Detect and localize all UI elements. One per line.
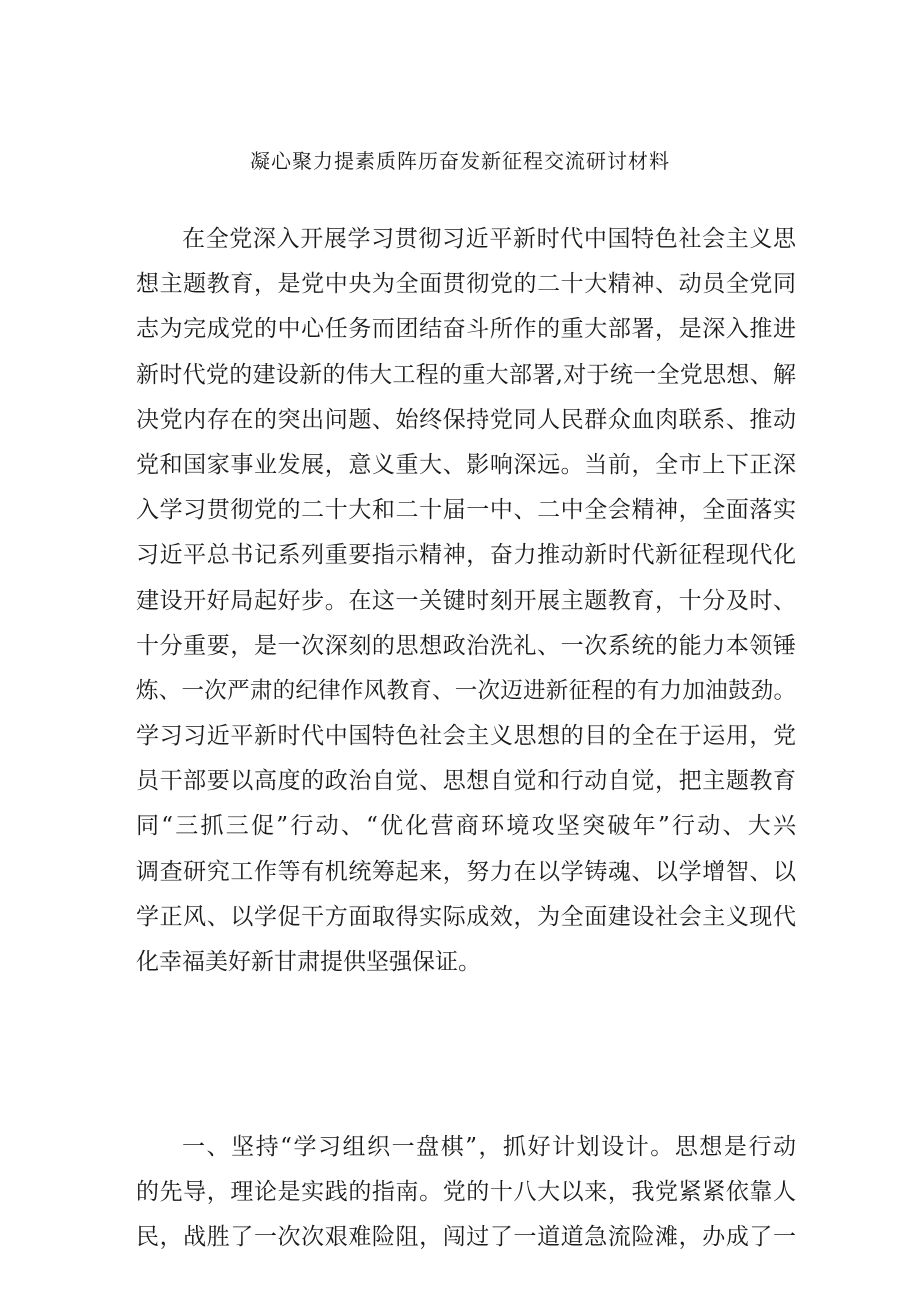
paragraph-line: 的先导，理论是实践的指南。党的十八大以来，我党紧紧依靠人 (136, 1179, 796, 1206)
paragraph-intro (136, 217, 796, 985)
paragraph-line: 想主题教育，是党中央为全面贯彻党的二十大精神、动员全党同 (136, 271, 796, 298)
document-title: 凝心聚力提素质阵历奋发新征程交流研讨材料 (250, 149, 670, 173)
paragraph-line: 民，战胜了一次次艰难险阻，闯过了一道道急流险滩，办成了一 (136, 1224, 796, 1251)
paragraph-line: 党和国家事业发展，意义重大、影响深远。当前，全市上下正深 (136, 451, 796, 478)
paragraph-line: 建设开好局起好步。在这一关键时刻开展主题教育，十分及时、 (136, 587, 796, 614)
paragraph-line: 学正风、以学促干方面取得实际成效，为全面建设社会主义现代 (136, 903, 796, 930)
paragraph-line: 入学习贯彻党的二十大和二十届一中、二中全会精神，全面落实 (136, 497, 796, 524)
paragraph-line: 学习习近平新时代中国特色社会主义思想的目的全在于运用，党 (136, 723, 796, 750)
paragraph-line: 炼、一次严肃的纪律作风教育、一次迈进新征程的有力加油鼓劲。 (136, 677, 796, 704)
paragraph-line: 员干部要以高度的政治自觉、思想自觉和行动自觉，把主题教育 (136, 768, 796, 795)
paragraph-line: 十分重要，是一次深刻的思想政治洗礼、一次系统的能力本领锤 (136, 632, 796, 659)
paragraph-line: 习近平总书记系列重要指示精神，奋力推动新时代新征程现代化 (136, 542, 796, 569)
paragraph-line: 决党内存在的突出问题、始终保持党同人民群众血肉联系、推动 (136, 406, 796, 433)
paragraph-section-one (136, 1125, 796, 1261)
paragraph-line: 一、坚持“学习组织一盘棋”，抓好计划设计。思想是行动 (182, 1134, 796, 1160)
paragraph-line: 同“三抓三促”行动、“优化营商环境攻坚突破年”行动、大兴 (136, 813, 796, 840)
paragraph-line: 化幸福美好新甘肃提供坚强保证。 (136, 949, 481, 975)
paragraph-line: 志为完成党的中心任务而团结奋斗所作的重大部署，是深入推进 (136, 316, 796, 343)
paragraph-line: 在全党深入开展学习贯彻习近平新时代中国特色社会主义思 (182, 226, 796, 252)
paragraph-line: 新时代党的建设新的伟大工程的重大部署,对于统一全党思想、解 (136, 361, 796, 388)
paragraph-line: 调查研究工作等有机统筹起来，努力在以学铸魂、以学增智、以 (136, 858, 796, 885)
